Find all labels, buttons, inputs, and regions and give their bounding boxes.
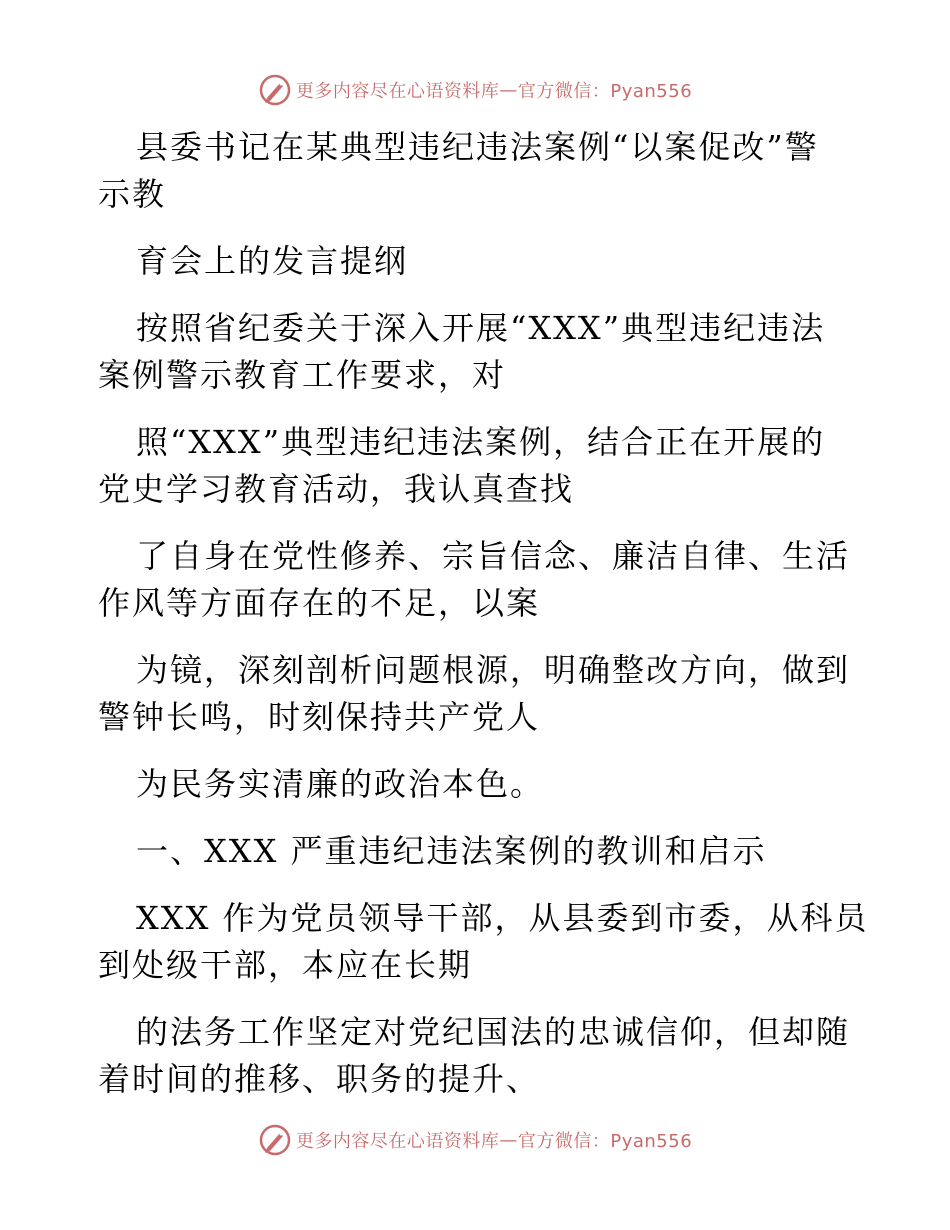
- watermark-text: 更多内容尽在心语资料库: [295, 1131, 500, 1152]
- paragraph-line: 照“XXX”典型违纪违法案例，结合正在开展的: [136, 423, 826, 461]
- watermark-separator: —: [499, 79, 518, 101]
- header-watermark: [0, 70, 950, 110]
- title-line-1: 县委书记在某典型违纪违法案例“以案促改”警: [136, 128, 819, 166]
- paragraph-line: 案例警示教育工作要求，对: [98, 356, 507, 394]
- paragraph-line: 按照省纪委关于深入开展“XXX”典型违纪违法: [136, 309, 826, 347]
- paragraph-line: 着时间的推移、职务的提升、: [98, 1060, 541, 1098]
- paragraph-line: 的法务工作坚定对党纪国法的忠诚信仰，但却随: [136, 1013, 851, 1051]
- paragraph-line: 为镜，深刻剖析问题根源，明确整改方向，做到: [136, 651, 851, 689]
- paragraph-line: 党史学习教育活动，我认真查找: [98, 470, 575, 508]
- paragraph-line: 为民务实清廉的政治本色。: [136, 765, 545, 803]
- section-heading: 一、XXX 严重违纪违法案例的教训和启示: [136, 832, 767, 870]
- paragraph-line: 警钟长鸣，时刻保持共产党人: [98, 698, 541, 736]
- watermark-separator: —: [499, 1129, 518, 1151]
- watermark-text: 更多内容尽在心语资料库: [295, 81, 500, 102]
- pen-logo-icon: [258, 1123, 292, 1157]
- paragraph-line: XXX 作为党员领导干部，从县委到市委，从科员: [136, 899, 869, 937]
- footer-watermark: [0, 1120, 950, 1160]
- pen-logo-icon: [258, 73, 292, 107]
- watermark-wechat: 官方微信：Pyan556: [517, 1131, 693, 1152]
- watermark-wechat: 官方微信：Pyan556: [517, 81, 693, 102]
- paragraph-line: 作风等方面存在的不足，以案: [98, 584, 541, 622]
- paragraph-line: 了自身在党性修养、宗旨信念、廉洁自律、生活: [136, 537, 851, 575]
- paragraph-line: 到处级干部，本应在长期: [98, 946, 473, 984]
- document-body: [98, 124, 869, 1103]
- title-line-2: 示教: [98, 175, 167, 213]
- title-line-3: 育会上的发言提纲: [136, 242, 409, 280]
